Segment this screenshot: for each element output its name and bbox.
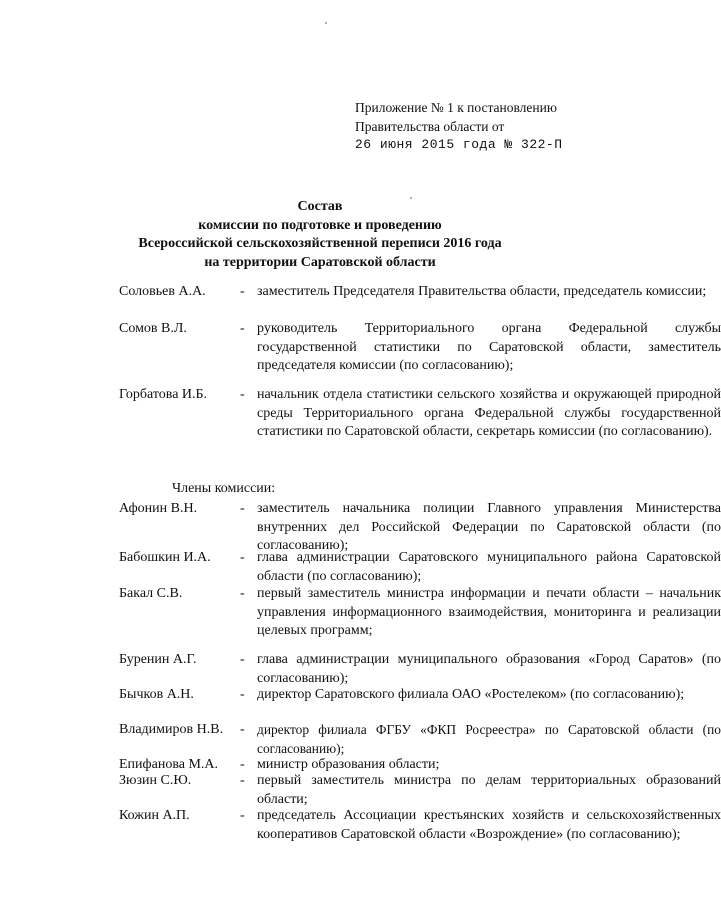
person-name: Афонин В.Н. xyxy=(119,501,198,516)
person-position: глава администрации Саратовского муниципального района Саратовской области (по согласованию); xyxy=(257,550,721,584)
person-name: Соловьев А.А. xyxy=(119,284,206,299)
person-name: Бычков А.Н. xyxy=(119,687,194,702)
title-line-2: комиссии по подготовке и проведению xyxy=(198,217,442,233)
entry-dash: - xyxy=(240,773,245,788)
person-name: Сомов В.Л. xyxy=(119,321,187,336)
entry-dash: - xyxy=(240,321,245,336)
document-title xyxy=(0,198,640,272)
person-name: Зюзин С.Ю. xyxy=(119,773,192,788)
person-name: Бабошкин И.А. xyxy=(119,550,211,565)
entry-dash: - xyxy=(240,687,245,702)
appendix-line-1: Приложение № 1 к постановлению xyxy=(355,100,557,115)
entry-dash: - xyxy=(240,808,245,823)
title-line-4: на территории Саратовской области xyxy=(204,254,436,270)
entry-dash: - xyxy=(240,757,245,772)
person-name: Кожин А.П. xyxy=(119,808,190,823)
person-name: Епифанова М.А. xyxy=(119,757,219,772)
person-name: Буренин А.Г. xyxy=(119,652,197,667)
appendix-line-2: Правительства области от xyxy=(355,118,505,134)
person-position: глава администрации муниципального образования «Город Саратов» (по согласованию); xyxy=(257,652,721,686)
person-name: Владимиров Н.В. xyxy=(119,722,224,737)
entry-dash: - xyxy=(240,501,245,516)
title-line-1: Состав xyxy=(297,199,343,214)
appendix-date-line: 26 июня 2015 года № 322-П xyxy=(355,137,563,152)
person-position: начальник отдела статистики сельского хозяйства и окружающей природной среды Территориального органа Федеральной службы государственной статистики по Саратовской области, секретарь комиссии (по согласованию). xyxy=(257,387,721,439)
person-position: первый заместитель министра по делам территориальных образований области; xyxy=(257,773,721,807)
person-position: директор филиала ФГБУ «ФКП Росреестра» по Саратовской области (по согласованию); xyxy=(257,722,721,756)
entry-dash: - xyxy=(240,387,245,402)
person-position: директор Саратовского филиала ОАО «Ростелеком» (по согласованию); xyxy=(257,687,685,702)
person-position: заместитель начальника полиции Главного управления Министерства внутренних дел Российской Федерации по Саратовской области (по согласованию); xyxy=(257,501,721,553)
person-position: министр образования области; xyxy=(257,757,440,772)
entry-dash: - xyxy=(240,284,245,299)
entry-dash: - xyxy=(240,550,245,565)
person-position: заместитель Председателя Правительства области, председатель комиссии; xyxy=(257,284,707,299)
person-position: руководитель Территориального органа Федеральной службы государственной статистики по Саратовской области, заместитель председателя комиссии (по согласованию); xyxy=(257,321,721,373)
person-name: Горбатова И.Б. xyxy=(119,387,208,402)
person-position: первый заместитель министра информации и печати области – начальник управления информационного взаимодействия, мониторинга и реализации целевых программ; xyxy=(257,586,721,638)
person-name: Бакал С.В. xyxy=(119,586,183,601)
title-line-3: Всероссийской сельскохозяйственной переписи 2016 года xyxy=(138,236,502,251)
scan-speck xyxy=(325,22,327,24)
entry-dash: - xyxy=(240,652,245,667)
entry-dash: - xyxy=(240,722,245,737)
entry-dash: - xyxy=(240,586,245,601)
members-heading: Члены комиссии: xyxy=(172,481,276,496)
appendix-header xyxy=(355,99,563,155)
person-position: председатель Ассоциации крестьянских хозяйств и сельскохозяйственных кооперативов Саратовской области «Возрождение» (по согласованию); xyxy=(257,808,721,842)
